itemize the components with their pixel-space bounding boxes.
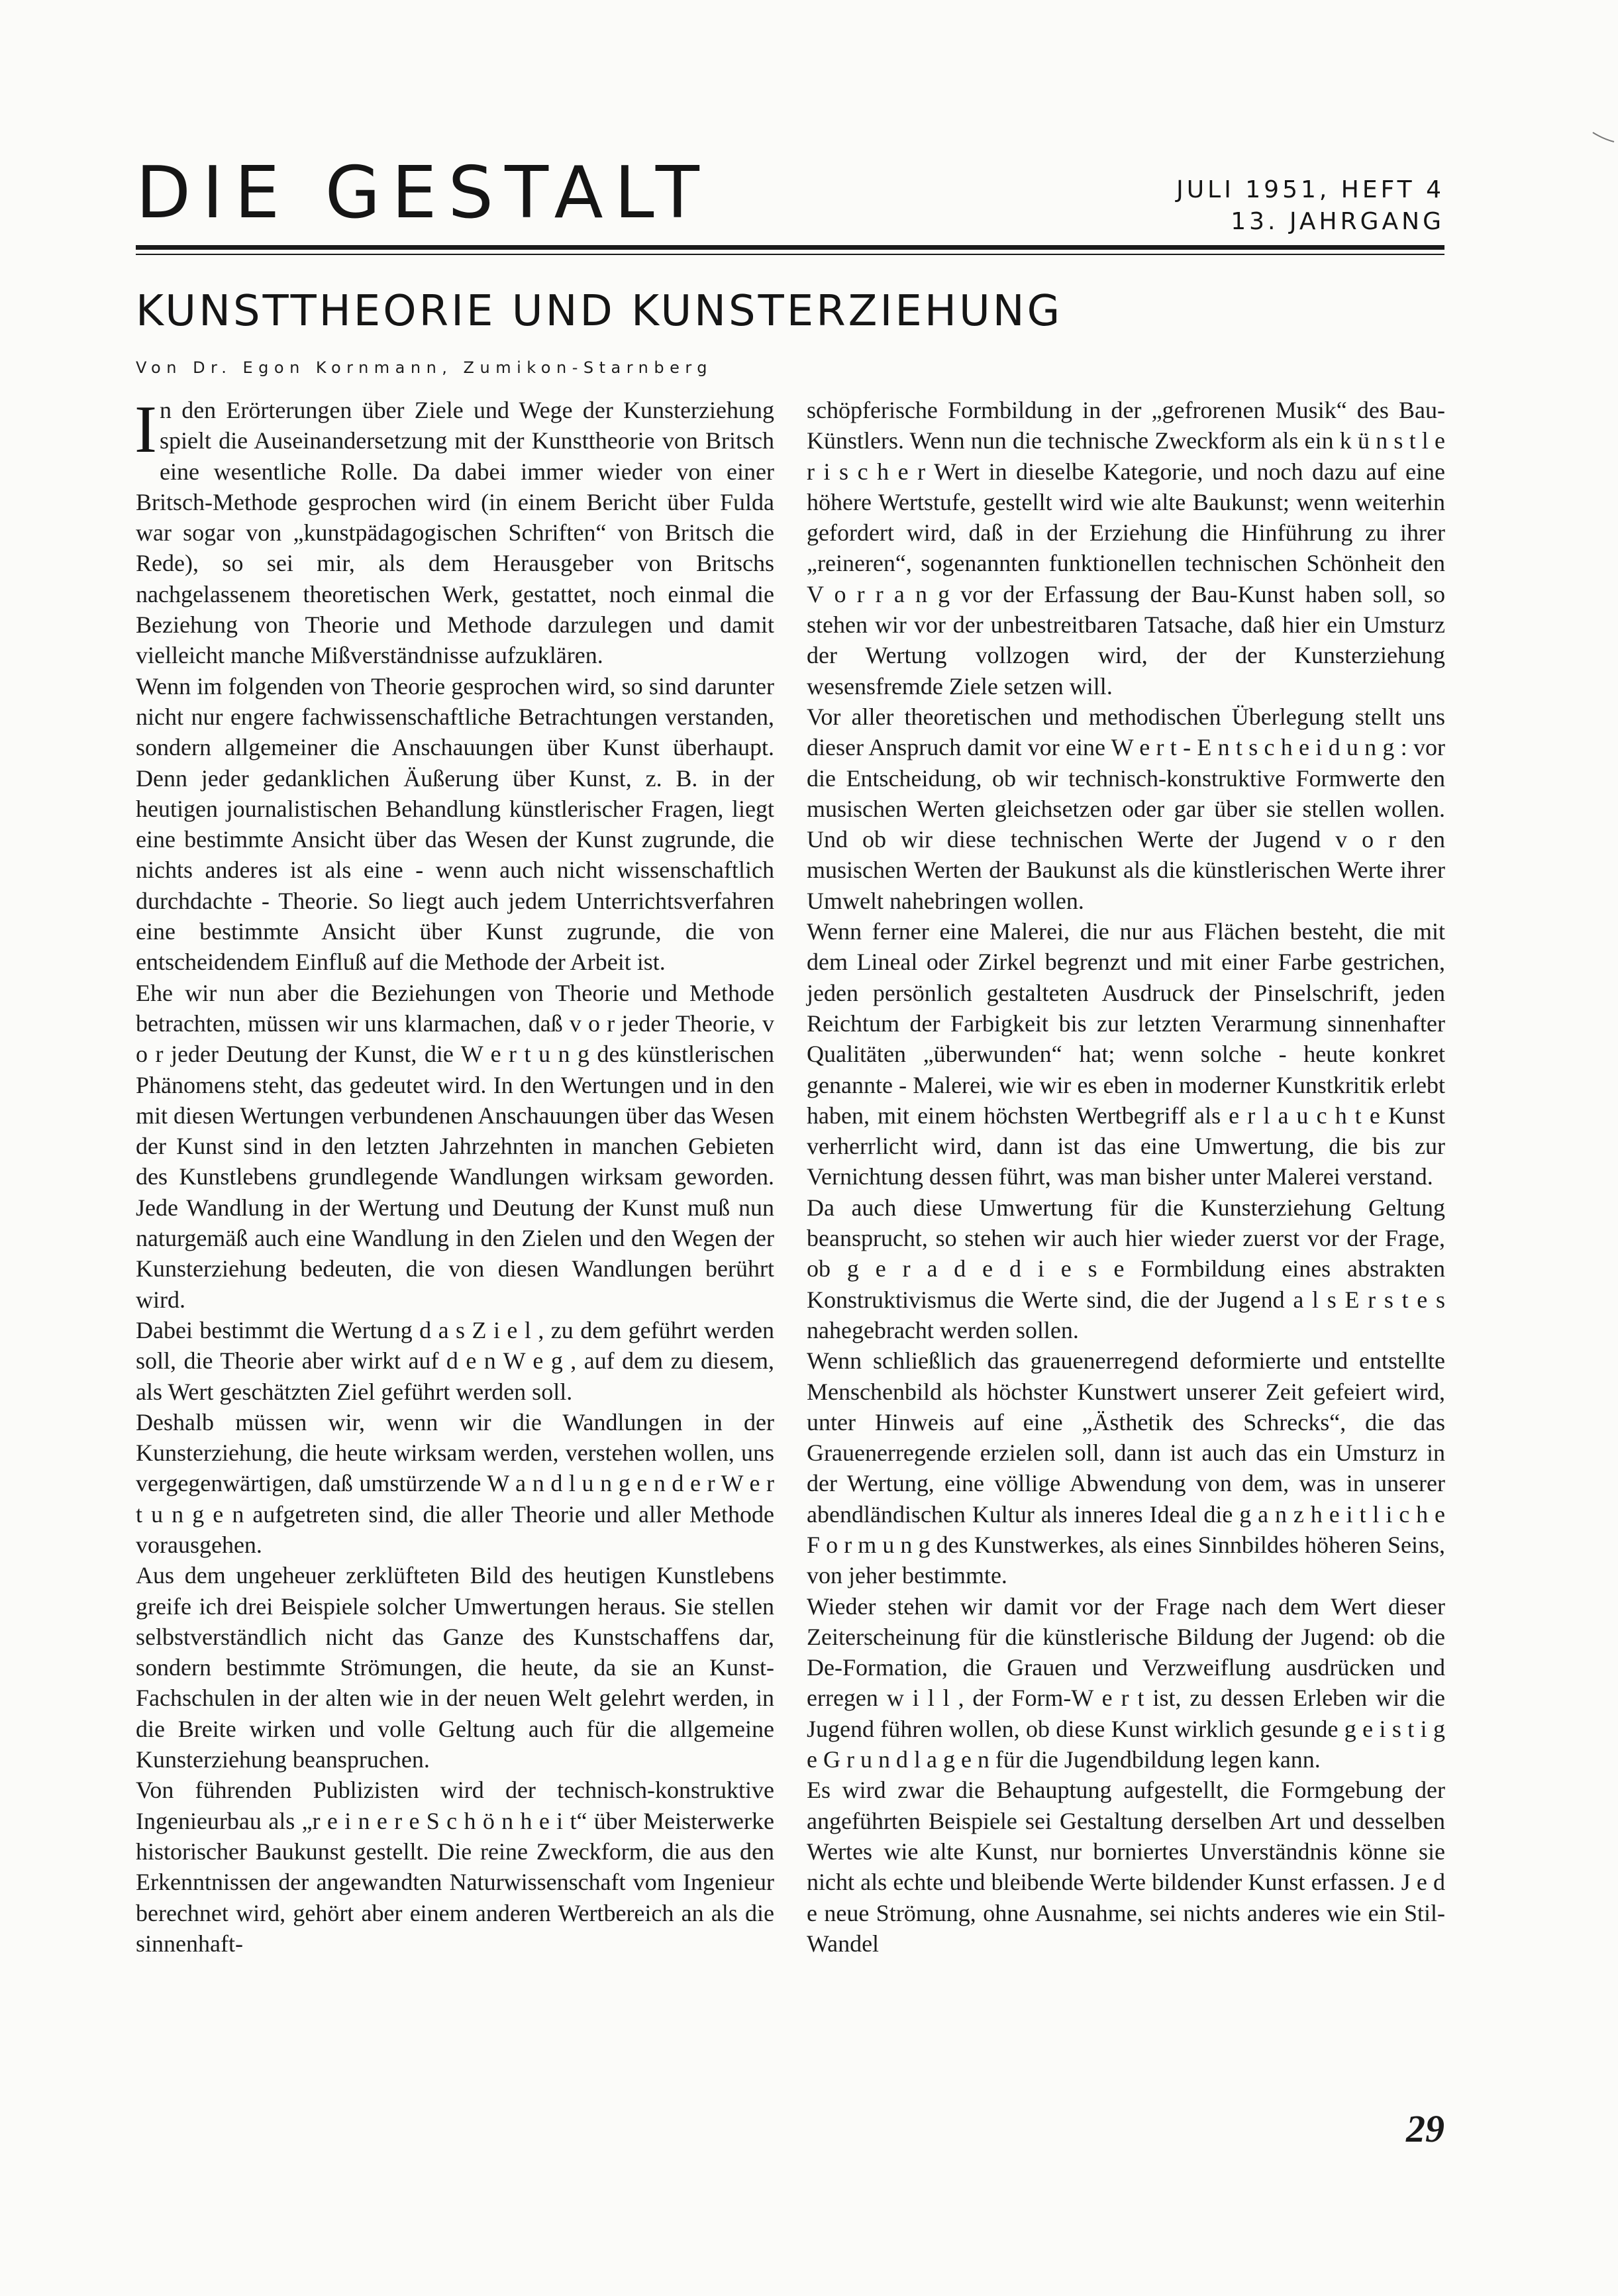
issue-info	[1176, 174, 1444, 238]
article-title: KUNSTTHEORIE UND KUNSTERZIEHUNG	[136, 287, 1063, 336]
paragraph: Wenn schließlich das grauenerregend deformierte und entstellte Menschenbild als höchster Kunstwert unserer Zeit gefeiert wird, unter Hinweis auf eine „Ästhetik des Schrecks“, die das Grauenerregende erzielen soll, dann ist auch das ein Umsturz in der Wertung, eine völlige Abwendung von dem, was in unserer abendländischen Kultur als inneres Ideal die g a n z h e i t l i c h e F o r m u n g des Kunstwerkes, als eines Sinnbildes höheren Seins, von jeher bestimmte.	[807, 1347, 1445, 1589]
paragraph: Es wird zwar die Behauptung aufgestellt, die Formgebung der angeführten Beispiele sei Gestaltung derselben Art und desselben Wertes wie alte Kunst, nur borniertes Unverständnis könne sie nicht als echte und bleibende Werte bildender Kunst erfassen. J e d e neue Strömung, ohne Ausnahme, sei nichts anderes wie ein Stil-Wandel	[807, 1777, 1445, 1957]
article-byline: Von Dr. Egon Kornmann, Zumikon-Starnberg	[136, 358, 713, 377]
paragraph-text: n den Erörterungen über Ziele und Wege der Kunsterziehung spielt die Auseinandersetzung mit der Kunsttheorie von Britsch eine wesentliche Rolle. Da dabei immer wieder von einer Britsch-Methode gesprochen wird (in einem Bericht über Fulda war sogar von „kunstpädagogischen Schriften“ von Britsch die Rede), so sei mir, als dem Herausgeber von Britschs nachgelassenem theoretischen Werk, gestattet, noch einmal die Beziehung von Theorie und Methode darzulegen und damit vielleicht manche Mißverständnisse aufzuklären.	[136, 397, 774, 669]
paragraph: Von führenden Publizisten wird der technisch-konstruktive Ingenieurbau als „r e i n e r e S c h ö n h e i t“ über Meisterwerke historischer Baukunst gestellt. Die reine Zweckform, die aus den Erkenntnissen der angewandten Naturwissenschaft vom Ingenieur berechnet wird, gehört aber einem anderen Wertbereich an als die sinnenhaft-	[136, 1777, 774, 1957]
paragraph: Da auch diese Umwertung für die Kunsterziehung Geltung beansprucht, so stehen wir auch hier wieder zuerst vor der Frage, ob g e r a d e d i e s e Formbildung eines abstrakten Konstruktivismus die Werte sind, die der Jugend a l s E r s t e s nahegebracht werden sollen.	[807, 1194, 1445, 1343]
drop-cap: I	[134, 392, 157, 467]
page-number: 29	[1406, 2107, 1444, 2150]
right-column	[807, 395, 1445, 1959]
paragraph: Wieder stehen wir damit vor der Frage nach dem Wert dieser Zeiterscheinung für die künstlerische Bildung der Jugend: ob die De-Formation, die Grauen und Verzweiflung ausdrücken und erregen w i l l , der Form-W e r t ist, zu dessen Erleben wir die Jugend führen wollen, ob diese Kunst wirklich gesunde g e i s t i g e G r u n d l a g e n für die Jugendbildung legen kann.	[807, 1592, 1445, 1773]
paragraph: Aus dem ungeheuer zerklüfteten Bild des heutigen Kunstlebens greife ich drei Beispiele solcher Umwertungen heraus. Sie stellen selbstverständlich nicht das Ganze des Kunstschaffens dar, sondern bestimmte Strömungen, die heute, da sie an Kunst-Fachschulen in der alten wie in der neuen Welt gelehrt werden, in die Breite wirken und volle Geltung auch für die allgemeine Kunsterziehung beanspruchen.	[136, 1562, 774, 1773]
paragraph: Wenn im folgenden von Theorie gesprochen wird, so sind darunter nicht nur engere fachwissenschaftliche Betrachtungen verstanden, sondern allgemeiner die Anschauungen über Kunst überhaupt. Denn jeder gedanklichen Äußerung über Kunst, z. B. in der heutigen journalistischen Behandlung künstlerischer Fragen, liegt eine bestimmte Ansicht über das Wesen der Kunst zugrunde, die nichts anderes ist als eine - wenn auch nicht wissenschaftlich durchdachte - Theorie. So liegt auch jedem Unterrichtsverfahren eine bestimmte Ansicht über Kunst zugrunde, die von entscheidendem Einfluß auf die Methode der Arbeit ist.	[136, 672, 774, 976]
masthead-rule-thin	[136, 254, 1444, 255]
paragraph: schöpferische Formbildung in der „gefrorenen Musik“ des Bau-Künstlers. Wenn nun die technische Zweckform als ein k ü n s t l e r i s c h e r Wert in dieselbe Kategorie, und noch dazu auf eine höhere Wertstufe, gestellt wird wie alte Baukunst; wenn weiterhin gefordert wird, daß in der Erziehung die Hinführung zu ihrer „reineren“, sogenannten funktionellen technischen Schönheit den V o r r a n g vor der Erfassung der Bau-Kunst haben soll, so stehen wir vor der unbestreitbaren Tatsache, daß hier ein Umsturz der Wertung vollzogen wird, der der Kunsterziehung wesensfremde Ziele setzen will.	[807, 397, 1445, 700]
issue-date: JULI 1951, HEFT 4	[1176, 176, 1444, 203]
paragraph: Vor aller theoretischen und methodischen Überlegung stellt uns dieser Anspruch damit vor eine W e r t - E n t s c h e i d u n g : vor die Entscheidung, ob wir technisch-konstruktive Formwerte den musischen Werten gleichsetzen oder gar über sie stellen wollen. Und ob wir diese technischen Werte der Jugend v o r den musischen Werten der Baukunst als die künstlerischen Werte ihrer Umwelt nahebringen wollen.	[807, 703, 1445, 914]
corner-scan-mark	[1592, 130, 1615, 143]
masthead-rule-thick	[136, 245, 1444, 250]
issue-volume: 13. JAHRGANG	[1231, 208, 1444, 235]
paragraph	[134, 392, 774, 671]
paragraph: Ehe wir nun aber die Beziehungen von Theorie und Methode betrachten, müssen wir uns klarmachen, daß v o r jeder Theorie, v o r jeder Deutung der Kunst, die W e r t u n g des künstlerischen Phänomens steht, das gedeutet wird. In den Wertungen und in den mit diesen Wertungen verbundenen Anschauungen über das Wesen der Kunst sind in den letzten Jahrzehnten in manchen Gebieten des Kunstlebens grundlegende Wandlungen wirksam geworden. Jede Wandlung in der Wertung und Deutung der Kunst muß nun naturgemäß auch eine Wandlung in den Zielen und den Wegen der Kunsterziehung bedeuten, die von diesen Wandlungen berührt wird.	[136, 979, 774, 1313]
paragraph: Dabei bestimmt die Wertung d a s Z i e l , zu dem geführt werden soll, die Theorie aber wirkt auf d e n W e g , auf dem zu diesem, als Wert geschätzten Ziel geführt werden soll.	[136, 1316, 774, 1405]
paragraph: Deshalb müssen wir, wenn wir die Wandlungen in der Kunsterziehung, die heute wirksam werden, verstehen wollen, uns vergegenwärtigen, daß umstürzende W a n d l u n g e n d e r W e r t u n g e n aufgetreten sind, die aller Theorie und aller Methode vorausgehen.	[136, 1408, 774, 1558]
magazine-title: DIE GESTALT	[136, 152, 711, 235]
paragraph: Wenn ferner eine Malerei, die nur aus Flächen besteht, die mit dem Lineal oder Zirkel begrenzt und mit einer Farbe gestrichen, jeden persönlich gestalteten Ausdruck der Pinselschrift, jeden Reichtum der Farbigkeit bis zur letzten Verarmung sinnenhafter Qualitäten „überwunden“ hat; wenn solche - heute konkret genannte - Malerei, wie wir es eben in moderner Kunstkritik erlebt haben, mit einem höchsten Wertbegriff als e r l a u c h t e Kunst verherrlicht wird, dann ist das eine Umwertung, die bis zur Vernichtung dessen führt, was man bisher unter Malerei verstand.	[807, 918, 1445, 1190]
left-column	[134, 392, 774, 1959]
